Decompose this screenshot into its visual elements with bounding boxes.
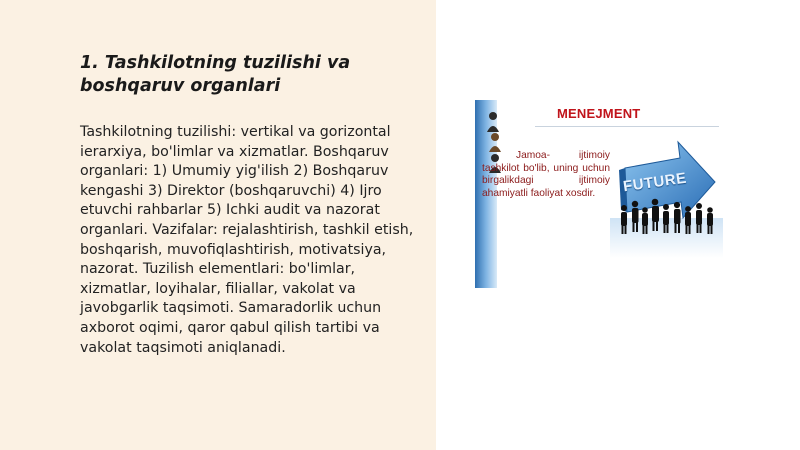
- page-title: 1. Tashkilotning tuzilishi va boshqaruv organlari: [80, 53, 351, 96]
- body-text: Tashkilotning tuzilishi: vertikal va gorizontal ierarxiya, bo'limlar va xizmatlar. Boshqaruv organlari: 1) Umumiy yig'ilish 2) Boshqaruv kengashi 3) Direktor (boshqaruvchi) 4) Ijro etuvchi rahbarlar 5) Ichki audit va nazorat organlari. Vazifalar: rejalashtirish, tashkil etish, boshqarish, muvofiqlashtirish, motivatsiya, nazorat. Tuzilish elementlari: bo'limlar, xizmatlar, loyihalar, filiallar, vakolat va javobgarlik taqsimoti. Samaradorlik uchun axborot oqimi, qaror qabul qilish tartibi va vakolat taqsimoti aniqlanadi.: [80, 124, 414, 356]
- menejment-slide-image: [475, 100, 723, 288]
- slide-heading: MENEJMENT: [557, 106, 641, 121]
- heading-divider: [535, 126, 719, 127]
- slide-definition-text: Jamoa- ijtimoiy tashkilot bo'lib, uning uchun birgalikdagi ijtimoiy ahamiyatli faoliyat xosdir.: [482, 150, 610, 199]
- future-sign-label: FUTURE: [622, 169, 688, 196]
